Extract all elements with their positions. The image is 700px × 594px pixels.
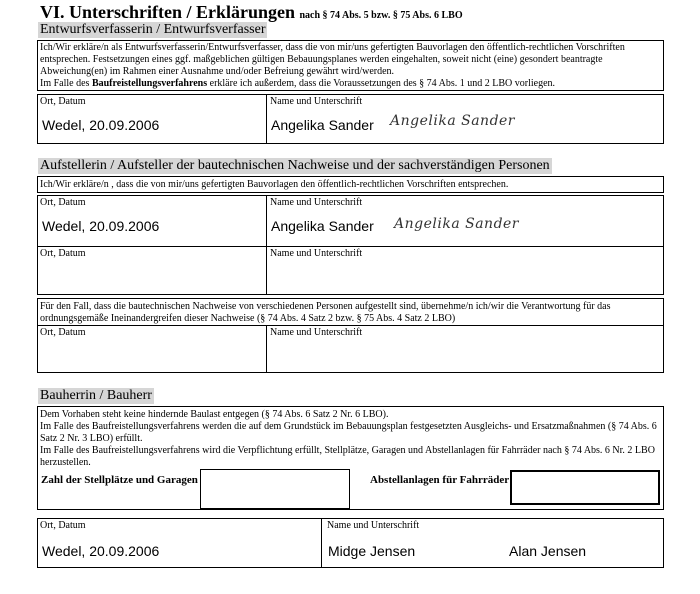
ort-datum-label: Ort, Datum (40, 197, 86, 208)
declaration-text-aufsteller: Ich/Wir erkläre/n , dass die von mir/uns gefertigten Bauvorlagen den öffentlich-rechtlichen Vorschriften entsprechen. (40, 179, 509, 190)
section-heading-bauherr: Bauherrin / Bauherr (40, 388, 152, 403)
handwritten-signature: Angelika Sander (390, 113, 516, 129)
page-title (40, 2, 463, 23)
ort-datum-value[interactable]: Wedel, 20.09.2006 (42, 543, 160, 559)
stellplaetze-label: Zahl der Stellplätze und Garagen (41, 474, 198, 486)
title-text: VI. Unterschriften / Erklärungen (40, 2, 295, 22)
title-subtitle: nach § 74 Abs. 5 bzw. § 75 Abs. 6 LBO (299, 10, 463, 21)
declaration-text-b1: Im Falle des (40, 78, 92, 89)
signature-box-bauherr (37, 518, 664, 568)
bauherr-text-1: Dem Vorhaben steht keine hindernde Baulast entgegen (§ 74 Abs. 6 Satz 2 Nr. 6 LBO). (40, 409, 389, 420)
declaration-text (40, 42, 660, 90)
signature-box-entwurfsverfasser (37, 94, 664, 144)
ort-datum-label: Ort, Datum (40, 520, 86, 531)
name-unterschrift-label: Name und Unterschrift (327, 520, 420, 531)
declaration-text-b2: Baufreistellungsverfahrens (91, 78, 208, 89)
bauherr-text-2: Im Falle des Baufreistellungsverfahrens werden die auf dem Grundstück im Bebauungsplan festgesetzten Ausgleichs- und Ersatzmaßnahmen (§ 74 Abs. 6 Satz 2 Nr. 3 LBO) erfüllt. (40, 421, 657, 444)
name-value-2[interactable]: Alan Jensen (509, 543, 587, 559)
section-heading-entwurfsverfasser: Entwurfsverfasserin / Entwurfsverfasser (40, 22, 266, 37)
bauherr-text (40, 409, 660, 469)
declaration-box-bauherr (37, 406, 664, 510)
bauherr-text-3: Im Falle des Baufreistellungsverfahrens wird die Verpflichtung erfüllt, Stellplätze, Garagen und Abstellanlagen für Fahrräder nach § 74 Abs. 6 Nr. 2 LBO herzustellen. (40, 445, 655, 468)
handwritten-signature: Angelika Sander (394, 216, 520, 232)
responsibility-box (37, 298, 664, 373)
declaration-box-entwurfsverfasser (37, 40, 664, 91)
name-value-1[interactable]: Midge Jensen (328, 543, 416, 559)
stellplaetze-input[interactable] (200, 469, 350, 509)
abstellanlagen-input[interactable] (510, 470, 660, 505)
ort-datum-label: Ort, Datum (40, 96, 86, 107)
responsibility-text: Für den Fall, dass die bautechnischen Nachweise von verschiedenen Personen aufgestellt sind, übernehme/n ich/wir die Verantwortung für das ordnungsgemäße Ineinandergreifen dieser Nachweise (§ 74 Abs. 4 Satz 2 bzw. § 75 Abs. 4 Satz 2 LBO) (40, 301, 611, 324)
name-value[interactable]: Angelika Sander (271, 117, 374, 133)
declaration-box-aufsteller (37, 176, 664, 193)
signature-box-aufsteller (37, 195, 664, 295)
ort-datum-value[interactable]: Wedel, 20.09.2006 (42, 117, 160, 133)
name-unterschrift-label: Name und Unterschrift (270, 248, 363, 259)
declaration-text-b3: erkläre ich außerdem, dass die Voraussetzungen des § 74 Abs. 1 und 2 LBO vorliegen. (207, 78, 556, 89)
name-unterschrift-label: Name und Unterschrift (270, 327, 363, 338)
name-value[interactable]: Angelika Sander (271, 218, 374, 234)
name-unterschrift-label: Name und Unterschrift (270, 96, 363, 107)
declaration-text-a: Ich/Wir erkläre/n als Entwurfsverfasserin/Entwurfsverfasser, dass die von mir/uns gefertigten Bauvorlagen den öffentlich-rechtlichen Vorschriften entsprechen. Festsetzungen eines ggf. maßgeblichen gültigen Bebauungsplanes werden eingehalten, soweit nicht (eine) gesondert beantragte Abweichung(en) im Rahmen einer Ausnahme und/oder Befreiung gewährt wird/werden. (40, 42, 625, 77)
ort-datum-label: Ort, Datum (40, 248, 86, 259)
ort-datum-label: Ort, Datum (40, 327, 86, 338)
ort-datum-value[interactable]: Wedel, 20.09.2006 (42, 218, 160, 234)
abstellanlagen-label: Abstellanlagen für Fahrräder (370, 474, 510, 486)
section-heading-aufsteller: Aufstellerin / Aufsteller der bautechnischen Nachweise und der sachverständigen Personen (40, 158, 550, 173)
name-unterschrift-label: Name und Unterschrift (270, 197, 363, 208)
